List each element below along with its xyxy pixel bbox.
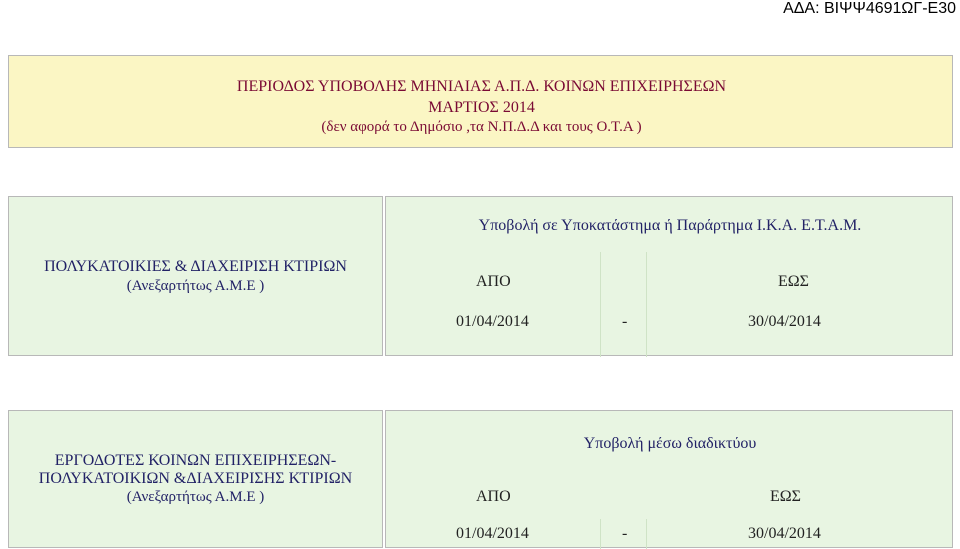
section1-from-label: ΑΠΟ: [476, 273, 511, 290]
divider: [600, 519, 601, 549]
section2-subtitle: (Ανεξαρτήτως Α.Μ.Ε ): [126, 489, 265, 505]
section2-title-line1: ΕΡΓΟΔΟΤΕΣ ΚΟΙΝΩΝ ΕΠΙΧΕΙΡΗΣΕΩΝ-: [54, 452, 337, 469]
period-header-box: [8, 55, 953, 148]
header-note: (δεν αφορά το Δημόσιο ,τα Ν.Π.Δ.Δ και τους Ο.Τ.Α ): [321, 119, 642, 135]
section2-title-line2: ΠΟΛΥΚΑΤΟΙΚΙΩΝ &ΔΙΑΧΕΙΡΙΣΗΣ ΚΤΙΡΙΩΝ: [38, 470, 353, 487]
section2-to-date: 30/04/2014: [748, 525, 821, 542]
section1-submission-title: Υποβολή σε Υποκατάστημα ή Παράρτημα Ι.Κ.Α. Ε.Τ.Α.Μ.: [478, 217, 862, 234]
section2-to-label: ΕΩΣ: [770, 488, 801, 505]
ada-watermark: ΑΔΑ: ΒΙΨΨ4691ΩΓ-Ε30: [783, 0, 956, 17]
divider: [646, 252, 647, 357]
section1-to-date: 30/04/2014: [748, 313, 821, 330]
divider: [646, 519, 647, 549]
section1-left-panel: [8, 196, 383, 356]
section2-from-date: 01/04/2014: [456, 525, 529, 542]
header-title: ΠΕΡΙΟΔΟΣ ΥΠΟΒΟΛΗΣ ΜΗΝΙΑΙΑΣ Α.Π.Δ. ΚΟΙΝΩΝ ΕΠΙΧΕΙΡΗΣΕΩΝ: [236, 78, 727, 95]
section2-left-panel: [8, 410, 383, 548]
section2-dash: -: [622, 525, 628, 542]
section2-from-label: ΑΠΟ: [476, 488, 511, 505]
section1-from-date: 01/04/2014: [456, 313, 529, 330]
section2-right-panel: [385, 410, 953, 548]
section1-subtitle: (Ανεξαρτήτως Α.Μ.Ε ): [126, 277, 265, 294]
section1-dash: -: [622, 313, 628, 330]
header-month: ΜΑΡΤΙΟΣ 2014: [428, 99, 535, 116]
divider: [600, 252, 601, 357]
section1-to-label: ΕΩΣ: [778, 273, 809, 290]
section1-title: ΠΟΛΥΚΑΤΟΙΚΙΕΣ & ΔΙΑΧΕΙΡΙΣΗ ΚΤΙΡΙΩΝ: [44, 257, 347, 275]
section1-right-panel: [385, 196, 953, 356]
section2-submission-title: Υποβολή μέσω διαδικτύου: [583, 435, 757, 452]
